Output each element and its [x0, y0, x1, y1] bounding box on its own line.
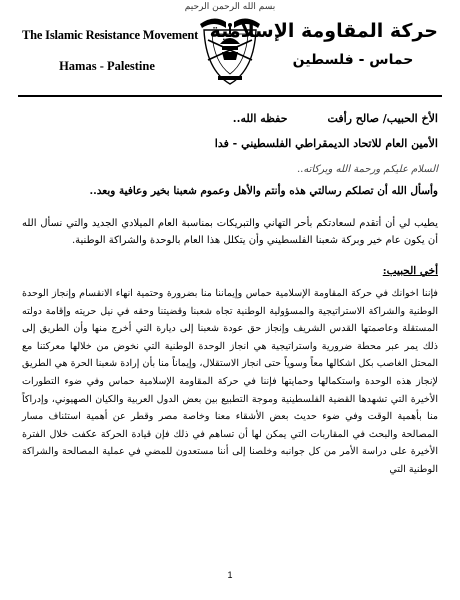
paragraph-reconciliation: فإننا اخوانك في حركة المقاومة الإسلامية حماس وإيماننا منا بضرورة وحتمية انهاء الانقسام وإنجاز الوحدة الوطنية والشراكة الاستراتيجية والمسؤولية الوطنية تجاه شعبنا وقضيتنا وحقه في نيل حريته وإقامة دولته المستقلة وعاصمتها القدس الشريف وإنجاز حق عودة شعبنا إلى ديارة التي أخرج منها وأن الطريق إلى ذلك يمر عبر محطة ضرورية واستراتيجية هي انجاز الوحدة الوطنية التي نخوض من خلالها معركتنا مع المحتل الغاصب بكل اشكالها معاً وسوياً حتى انجاز الاستقلال، وإيماناً منا بأن إرادة شعبنا الحرة هي الطريق لإنجاز هذه الوحدة واستكمالها وحمايتها فإننا في حركة المقاومة الإسلامية حماس وفي ضوء التطورات الأخيرة التي تشهدها القضية الفلسطينية وموجة التطبيع بين بعض الدول العربية والكيان الصهيوني، وإدراكاً منا بأهمية الوقت وفي ضوء حديث بعض الأشقاء معنا وخاصة مصر وقطر عن أهمية استئناف مسار المصالحة والبحث في المقاربات التي يمكن لها أن تساهم في ذلك فإن قيادة الحركة عكفت خلال الفترة الأخيرة على دراسة الأمر من كل جوانبه وخلصنا إلى أننا مستعدون للمضي في عملية المصالحة والشراكة الوطنية التي — [22, 288, 438, 475]
header-divider — [18, 95, 442, 97]
addressee-name: الأخ الحبيب/ صالح رأفت — [327, 112, 438, 125]
greeting: السلام عليكم ورحمة الله وبركاته.. — [296, 164, 438, 175]
addressee-line — [22, 112, 438, 125]
letter-body — [22, 112, 438, 479]
org-name-en-line2: Hamas - Palestine — [59, 59, 155, 73]
basmala: بسم الله الرحمن الرحيم — [184, 2, 276, 12]
opening-prayer: وأسأل الله أن تصلكم رسالتي هذه وأنتم والأهل وعموم شعبنا بخير وعافية وبعد.. — [89, 185, 438, 197]
org-name-ar-line2: حماس - فلسطين — [292, 52, 414, 68]
addressee-title: الأمين العام للاتحاد الديمقراطي الفلسطيني - فدا — [214, 137, 438, 150]
salutation: أخي الحبيب: — [382, 265, 438, 277]
org-name-arabic — [209, 20, 438, 68]
paragraph-new-year: يطيب لي أن أتقدم لسعادتكم بأحر التهاني والتبريكات بمناسبة العام الميلادي الجديد والتي نسأل الله أن يكون عام خير وبركة شعبنا الفلسطيني وأن يتكلل هذا العام بالوحدة والشراكة الوطنية. — [22, 218, 438, 246]
page-number: 1 — [227, 570, 233, 580]
addressee-blessing: حفظه الله.. — [232, 112, 288, 125]
org-name-ar-line1: حركة المقاومة الإسلامية — [209, 20, 438, 42]
org-name-english — [22, 28, 199, 74]
org-name-en-line1: The Islamic Resistance Movement — [22, 28, 199, 42]
